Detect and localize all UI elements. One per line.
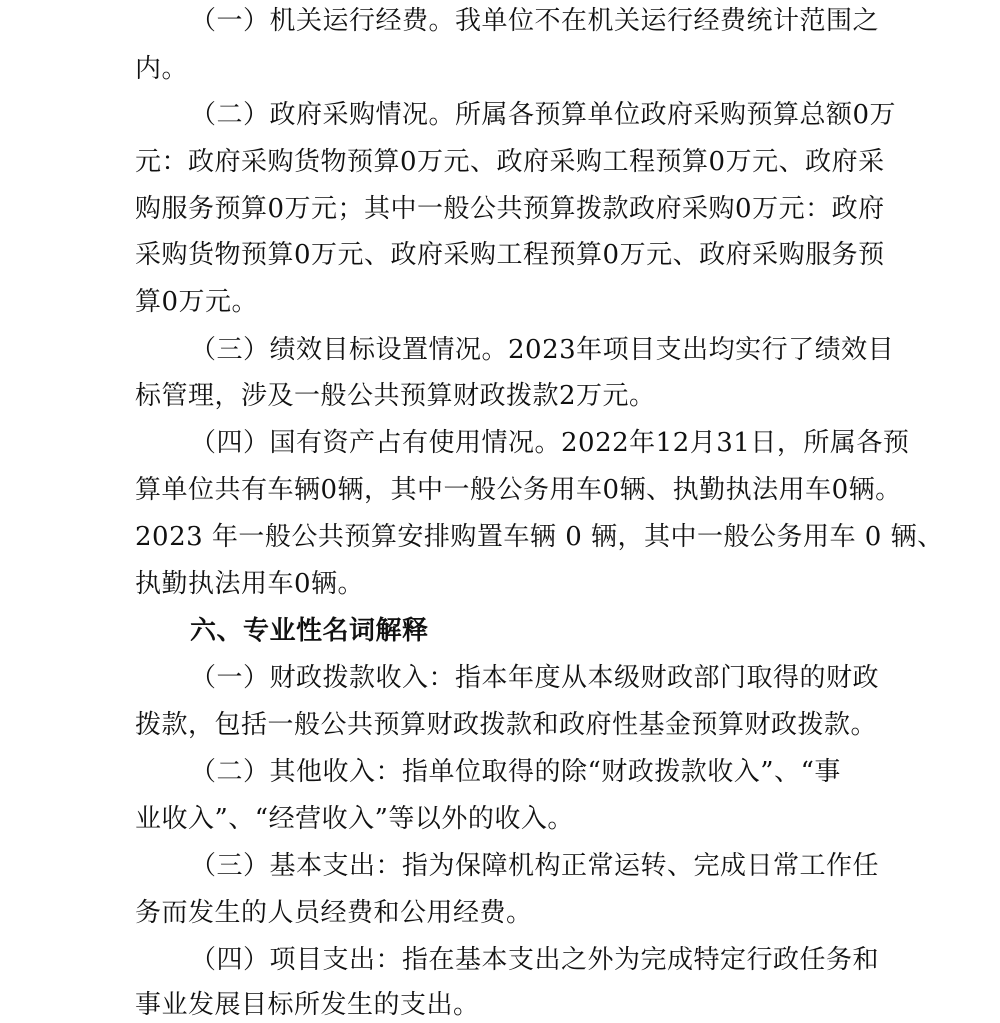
paragraph-line bbox=[135, 522, 944, 552]
paragraph-lead: （一）机关运行经费。 bbox=[190, 6, 456, 36]
paragraph-line bbox=[135, 147, 885, 177]
paragraph-text: 我单位不在机关运行经费统计范围之 bbox=[455, 6, 880, 36]
paragraph-line bbox=[190, 100, 896, 130]
paragraph-text: 采购货物预算0万元、政府采购工程预算0万元、政府采购服务预 bbox=[135, 240, 885, 270]
definition-line bbox=[190, 851, 879, 881]
paragraph-lead: （三）绩效目标设置情况。 bbox=[190, 335, 509, 365]
paragraph-line bbox=[135, 475, 902, 505]
paragraph-text: 算单位共有车辆0辆，其中一般公务用车0辆、执勤执法用车0辆。 bbox=[135, 475, 902, 505]
paragraph-text: 标管理，涉及一般公共预算财政拨款2万元。 bbox=[135, 381, 656, 411]
paragraph-text: 2023年项目支出均实行了绩效目 bbox=[508, 335, 895, 365]
definition-line bbox=[190, 757, 841, 787]
paragraph-lead: （二）政府采购情况。 bbox=[190, 100, 456, 130]
paragraph-line bbox=[135, 287, 258, 317]
paragraph-line bbox=[190, 6, 879, 36]
paragraph-text: 2022年12月31日，所属各预 bbox=[561, 428, 910, 458]
definition-line bbox=[190, 945, 879, 975]
definition-line bbox=[135, 804, 574, 834]
definition-text: 指为保障机构正常运转、完成日常工作任 bbox=[402, 851, 880, 881]
definition-text: 指在基本支出之外为完成特定行政任务和 bbox=[402, 945, 880, 975]
paragraph-text: 元：政府采购货物预算0万元、政府采购工程预算0万元、政府采 bbox=[135, 147, 885, 177]
paragraph-lead: （四）国有资产占有使用情况。 bbox=[190, 428, 562, 458]
paragraph-line bbox=[135, 240, 885, 270]
definition-text: 业收入”、“经营收入”等以外的收入。 bbox=[135, 804, 574, 834]
paragraph-line bbox=[135, 381, 656, 411]
definition-text: 指单位取得的除“财政拨款收入”、“事 bbox=[402, 757, 841, 787]
paragraph-line bbox=[135, 194, 885, 224]
definition-line bbox=[190, 663, 879, 693]
paragraph-text: 所属各预算单位政府采购预算总额0万 bbox=[455, 100, 897, 130]
definition-line bbox=[135, 898, 533, 928]
paragraph-line bbox=[190, 428, 909, 458]
paragraph-text: 购服务预算0万元；其中一般公共预算拨款政府采购0万元：政府 bbox=[135, 194, 885, 224]
paragraph-text: 内。 bbox=[135, 54, 189, 84]
definition-text: 指本年度从本级财政部门取得的财政 bbox=[455, 663, 880, 693]
definition-term: （二）其他收入： bbox=[190, 757, 403, 787]
definition-line bbox=[135, 710, 877, 740]
paragraph-text: 执勤执法用车0辆。 bbox=[135, 569, 365, 599]
definition-term: （四）项目支出： bbox=[190, 945, 403, 975]
definition-term: （三）基本支出： bbox=[190, 851, 403, 881]
definition-text: 拨款，包括一般公共预算财政拨款和政府性基金预算财政拨款。 bbox=[135, 710, 878, 740]
definition-text: 务而发生的人员经费和公用经费。 bbox=[135, 898, 533, 928]
paragraph-line bbox=[135, 54, 188, 84]
definition-line bbox=[135, 990, 480, 1020]
paragraph-line bbox=[135, 569, 364, 599]
section-heading: 六、专业性名词解释 bbox=[190, 616, 429, 646]
definition-term: （一）财政拨款收入： bbox=[190, 663, 456, 693]
paragraph-line bbox=[190, 335, 894, 365]
paragraph-text: 2023 年一般公共预算安排购置车辆 0 辆，其中一般公务用车 0 辆、 bbox=[135, 522, 944, 552]
definition-text: 事业发展目标所发生的支出。 bbox=[135, 990, 480, 1020]
paragraph-text: 算0万元。 bbox=[135, 287, 259, 317]
